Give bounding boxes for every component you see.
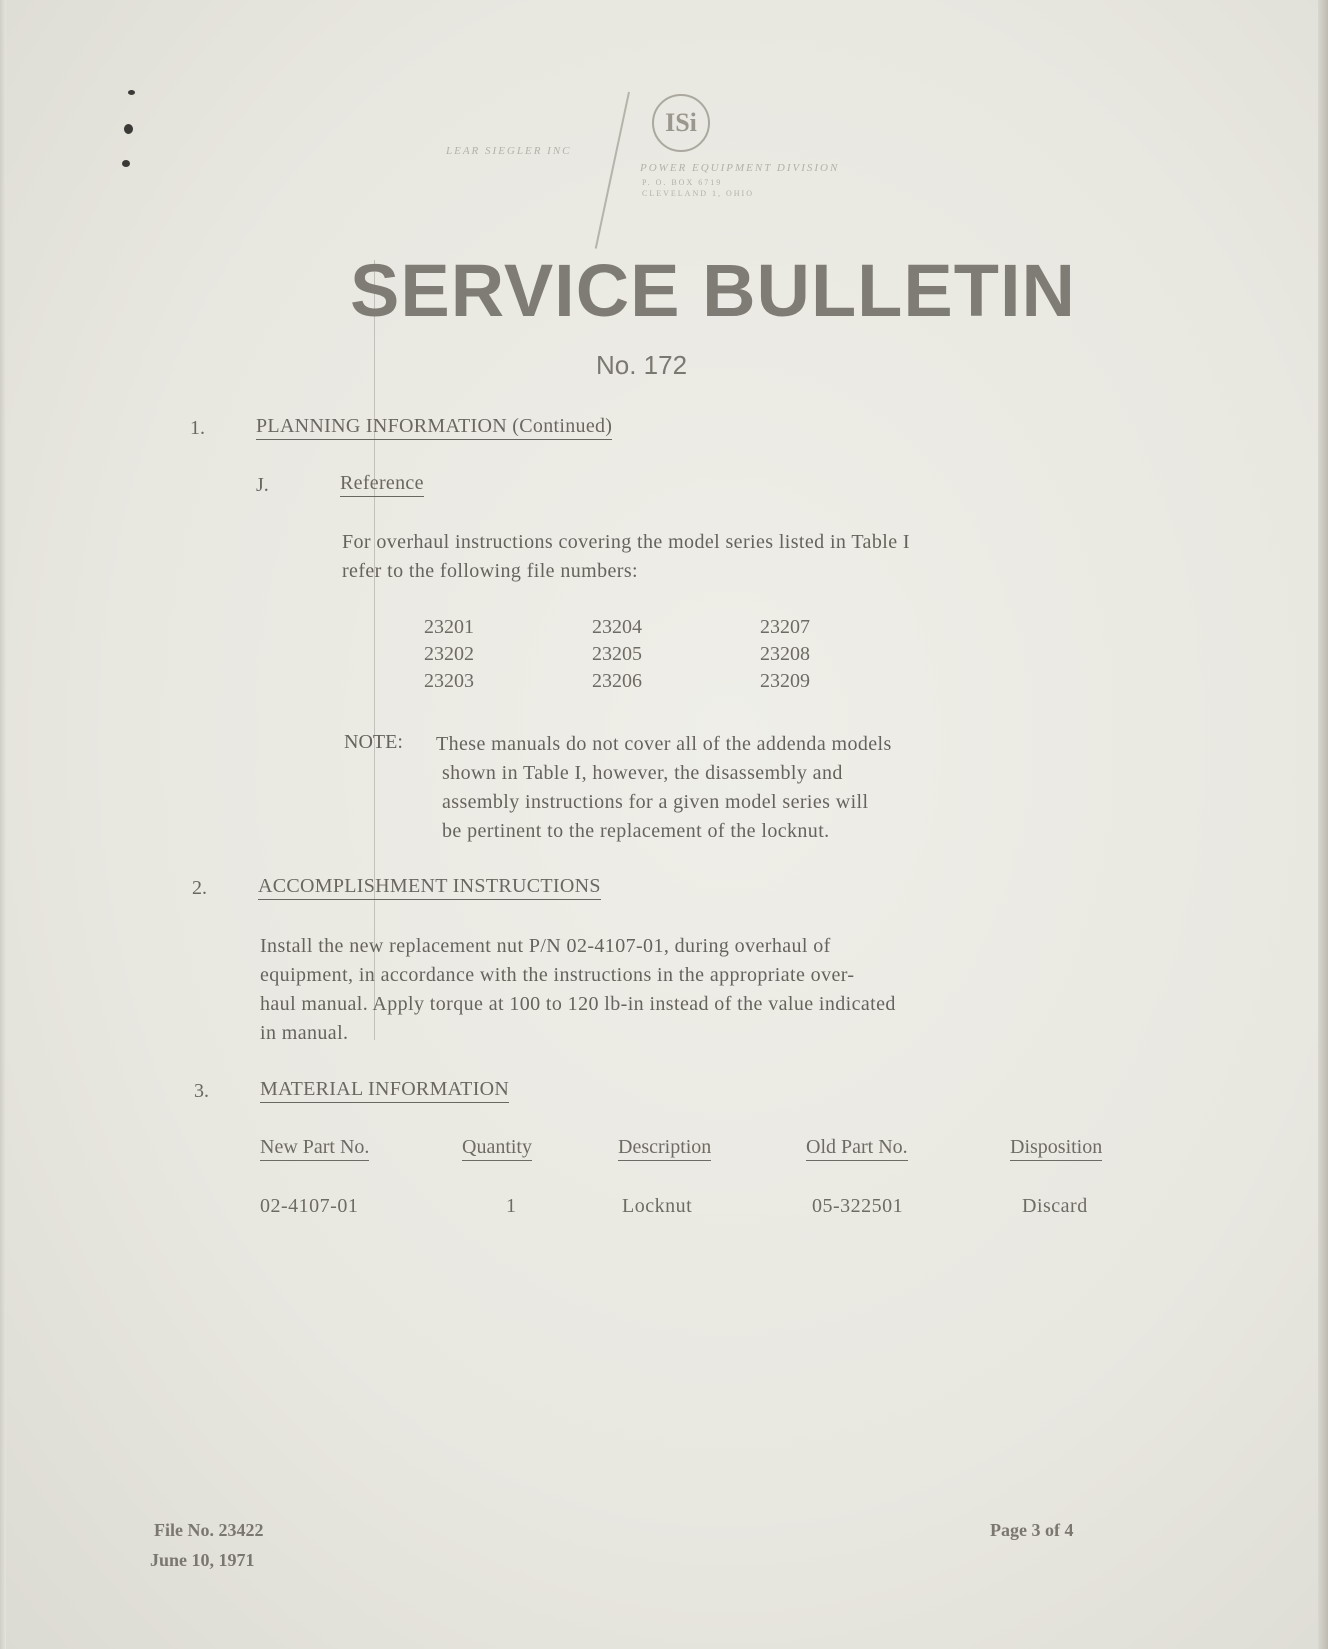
reference-line1: For overhaul instructions covering the model series listed in Table I <box>342 531 910 553</box>
section3-number: 3. <box>194 1080 209 1102</box>
section3-title: MATERIAL INFORMATION <box>260 1078 509 1103</box>
cell-description: Locknut <box>622 1195 693 1217</box>
page-edge-left <box>0 0 6 1649</box>
file-number: 23201 <box>424 616 474 638</box>
letterhead-division: POWER EQUIPMENT DIVISION <box>640 162 840 174</box>
file-number: 23209 <box>760 670 810 692</box>
speck <box>124 124 133 134</box>
file-number: 23208 <box>760 643 810 665</box>
note-line4: be pertinent to the replacement of the locknut. <box>442 820 830 842</box>
file-number: 23204 <box>592 616 642 638</box>
logo-text: ISi <box>665 108 697 137</box>
file-number: 23203 <box>424 670 474 692</box>
note-label: NOTE: <box>344 731 403 753</box>
header-new-part-no: New Part No. <box>260 1136 369 1161</box>
document-title: SERVICE BULLETIN <box>350 249 1076 332</box>
cell-quantity: 1 <box>506 1195 517 1217</box>
letterhead-address-line2: CLEVELAND 1, OHIO <box>642 189 754 198</box>
letterhead-divider <box>595 92 630 249</box>
file-number: 23205 <box>592 643 642 665</box>
file-number: 23202 <box>424 643 474 665</box>
letterhead-company: LEAR SIEGLER INC <box>446 145 572 157</box>
section2-title: ACCOMPLISHMENT INSTRUCTIONS <box>258 875 601 900</box>
company-logo <box>652 94 710 152</box>
cell-new-part-no: 02-4107-01 <box>260 1195 359 1217</box>
reference-line2: refer to the following file numbers: <box>342 560 638 582</box>
cell-disposition: Discard <box>1022 1195 1088 1217</box>
section2-number: 2. <box>192 877 207 899</box>
speck <box>122 160 130 167</box>
header-old-part-no: Old Part No. <box>806 1136 908 1161</box>
file-number: 23206 <box>592 670 642 692</box>
instructions-line4: in manual. <box>260 1022 349 1044</box>
file-numbers-grid <box>424 616 880 693</box>
cell-old-part-no: 05-322501 <box>812 1195 904 1217</box>
section1-sub-letter: J. <box>256 474 269 496</box>
instructions-line3: haul manual. Apply torque at 100 to 120 lb-in instead of the value indicated <box>260 993 896 1015</box>
header-description: Description <box>618 1136 711 1161</box>
footer-page: Page 3 of 4 <box>990 1520 1074 1540</box>
fold-line <box>374 260 375 1040</box>
note-line3: assembly instructions for a given model series will <box>442 791 869 813</box>
note-line1: These manuals do not cover all of the addenda models <box>436 733 892 755</box>
section1-sub-title: Reference <box>340 472 424 497</box>
page-edge-right <box>1318 0 1328 1649</box>
instructions-line2: equipment, in accordance with the instructions in the appropriate over- <box>260 964 855 986</box>
bulletin-number: No. 172 <box>596 350 688 380</box>
instructions-line1: Install the new replacement nut P/N 02-4107-01, during overhaul of <box>260 935 831 957</box>
footer-file-no: File No. 23422 <box>154 1520 264 1540</box>
note-line2: shown in Table I, however, the disassembly and <box>442 762 843 784</box>
speck <box>128 90 135 95</box>
file-number: 23207 <box>760 616 810 638</box>
footer-date: June 10, 1971 <box>150 1550 255 1570</box>
header-disposition: Disposition <box>1010 1136 1102 1161</box>
letterhead-address-line1: P. O. BOX 6719 <box>642 178 723 187</box>
section1-number: 1. <box>190 417 205 439</box>
section1-title: PLANNING INFORMATION (Continued) <box>256 415 612 440</box>
header-quantity: Quantity <box>462 1136 532 1161</box>
